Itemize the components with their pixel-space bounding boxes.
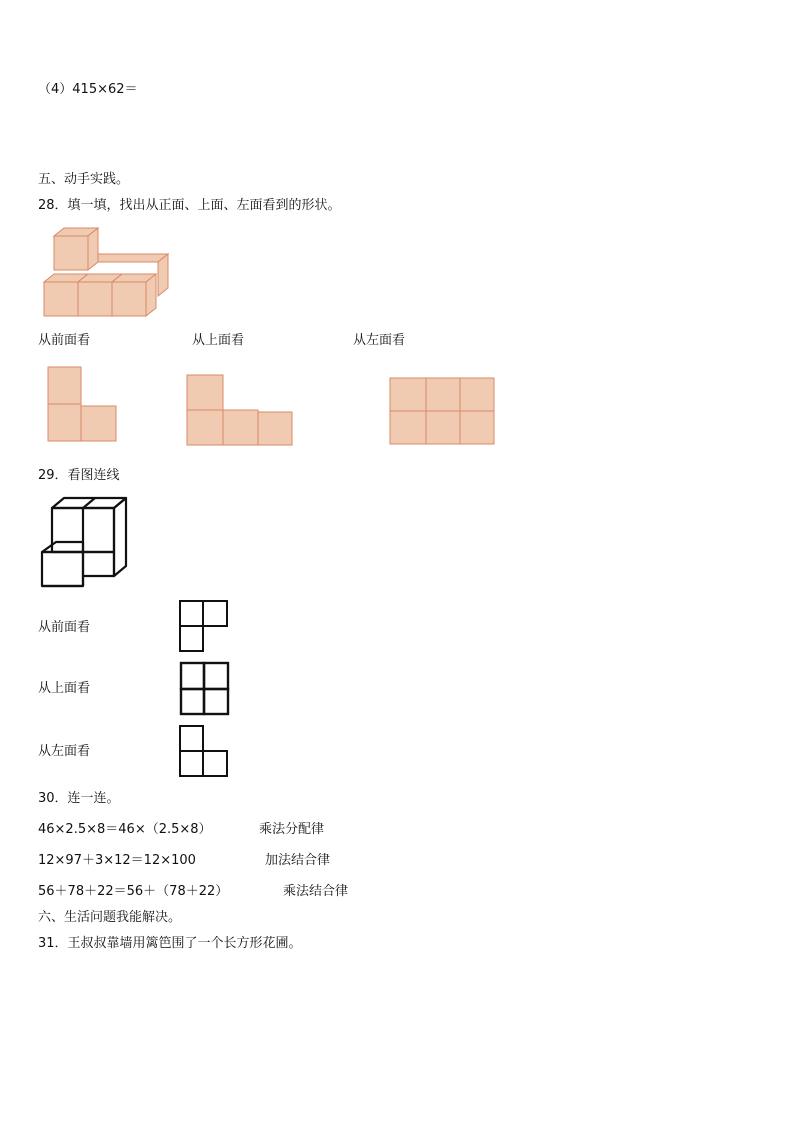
q28-label-left: 从左面看	[353, 333, 406, 348]
q28-label-front: 从前面看	[38, 333, 91, 348]
q29-label-left: 从左面看	[38, 744, 91, 759]
q30-law-1: 乘法分配律	[259, 822, 325, 837]
q29-view-option-3	[178, 724, 232, 780]
q29-view-option-1	[178, 599, 232, 655]
q30-expression-1: 46×2.5×8＝46×（2.5×8）	[38, 822, 212, 837]
question-4-text: （4）415×62＝	[38, 82, 138, 97]
q28-top-view	[186, 374, 296, 448]
question-28-text: 28．填一填，找出从正面、上面、左面看到的形状。	[38, 198, 341, 213]
q29-label-front: 从前面看	[38, 620, 91, 635]
q30-expression-2: 12×97＋3×12＝12×100	[38, 853, 196, 868]
q28-left-view	[389, 377, 497, 447]
q30-law-2: 加法结合律	[265, 853, 331, 868]
question-30-text: 30．连一连。	[38, 791, 120, 806]
q30-law-3: 乘法结合律	[283, 884, 349, 899]
question-31-text: 31．王叔叔靠墙用篱笆围了一个长方形花圃。	[38, 936, 302, 951]
question-29-text: 29．看图连线	[38, 468, 120, 483]
q28-front-view	[47, 366, 119, 444]
q28-label-top: 从上面看	[192, 333, 245, 348]
q28-cube-figure	[42, 226, 172, 318]
q30-expression-3: 56＋78＋22＝56＋（78＋22）	[38, 884, 229, 899]
q29-label-top: 从上面看	[38, 681, 91, 696]
q29-cube-figure	[38, 496, 132, 592]
q29-view-option-2	[179, 661, 233, 717]
section-6-heading: 六、生活问题我能解决。	[38, 910, 182, 925]
section-5-heading: 五、动手实践。	[38, 172, 130, 187]
